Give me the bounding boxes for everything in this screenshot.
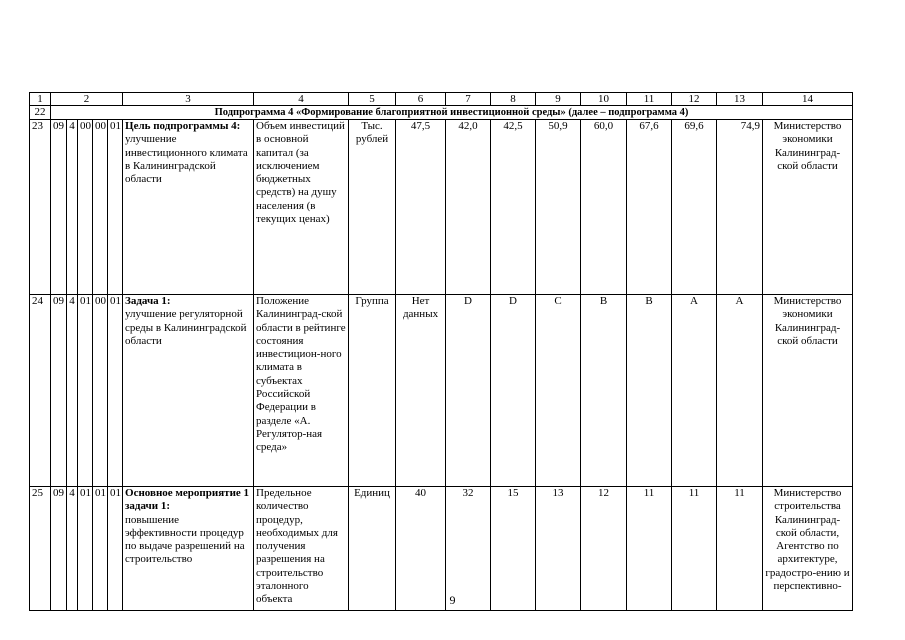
value-cell: 60,0 <box>581 120 627 295</box>
code-cell: 01 <box>108 120 123 295</box>
item-name-text: повышение эффективности процедур по выдаче разрешений на строительство <box>125 513 245 566</box>
code-cell: 09 <box>51 120 67 295</box>
code-cell: 09 <box>51 487 67 611</box>
item-name-cell <box>123 120 254 295</box>
value-cell: B <box>581 295 627 487</box>
code-cell: 01 <box>108 295 123 487</box>
value-cell: 32 <box>446 487 491 611</box>
item-name-cell <box>123 295 254 487</box>
code-cell: 4 <box>67 295 78 487</box>
value-cell: 50,9 <box>536 120 581 295</box>
code-cell: 01 <box>78 295 93 487</box>
code-cell: 01 <box>93 487 108 611</box>
code-cell: 01 <box>78 487 93 611</box>
header-cell: 13 <box>717 93 763 106</box>
table-row <box>30 295 853 487</box>
item-name-cell <box>123 487 254 611</box>
header-cell: 10 <box>581 93 627 106</box>
indicator-cell: Объем инвестиций в основной капитал (за исключением бюджетных средств) на душу населения (в текущих ценах) <box>254 120 349 295</box>
section-row-number: 22 <box>30 106 51 120</box>
indicators-table <box>29 92 853 611</box>
value-cell: 11 <box>672 487 717 611</box>
header-cell: 4 <box>254 93 349 106</box>
value-cell: C <box>536 295 581 487</box>
value-cell: 42,0 <box>446 120 491 295</box>
header-cell: 5 <box>349 93 396 106</box>
value-cell: D <box>491 295 536 487</box>
unit-cell: Группа <box>349 295 396 487</box>
header-cell: 1 <box>30 93 51 106</box>
unit-cell: Тыс. рублей <box>349 120 396 295</box>
value-cell: A <box>717 295 763 487</box>
header-cell: 6 <box>396 93 446 106</box>
header-cell: 9 <box>536 93 581 106</box>
code-cell: 00 <box>93 120 108 295</box>
header-cell: 14 <box>763 93 853 106</box>
item-name-text: улучшение инвестиционного климата в Калининградской области <box>125 133 248 186</box>
item-name-bold: Задача 1: <box>125 295 171 307</box>
value-cell: A <box>672 295 717 487</box>
value-cell: 11 <box>717 487 763 611</box>
header-cell: 3 <box>123 93 254 106</box>
value-cell: 42,5 <box>491 120 536 295</box>
row-number: 25 <box>30 487 51 611</box>
value-cell: 47,5 <box>396 120 446 295</box>
value-cell: D <box>446 295 491 487</box>
page-number: 9 <box>449 593 456 607</box>
code-cell: 00 <box>93 295 108 487</box>
header-cell: 12 <box>672 93 717 106</box>
responsible-cell: Министерство экономики Калининград-ской области <box>763 295 853 487</box>
header-row <box>30 93 853 106</box>
header-cell: 8 <box>491 93 536 106</box>
section-title: Подпрограмма 4 «Формирование благоприятной инвестиционной среды» (далее – подпрограмма 4) <box>51 106 853 120</box>
value-cell: 15 <box>491 487 536 611</box>
header-cell: 11 <box>627 93 672 106</box>
value-cell: 69,6 <box>672 120 717 295</box>
code-cell: 4 <box>67 487 78 611</box>
row-number: 24 <box>30 295 51 487</box>
indicator-cell: Предельное количество процедур, необходимых для получения разрешения на строительство эталонного объекта <box>254 487 349 611</box>
table-row <box>30 487 853 611</box>
section-row <box>30 106 853 120</box>
header-cell: 7 <box>446 93 491 106</box>
responsible-cell: Министерство строительства Калининград-ской области, Агентство по архитектуре, градостро-ению и перспективно- <box>763 487 853 611</box>
value-cell: 67,6 <box>627 120 672 295</box>
code-cell: 01 <box>108 487 123 611</box>
value-cell: 40 <box>396 487 446 611</box>
code-cell: 09 <box>51 295 67 487</box>
unit-cell: Единиц <box>349 487 396 611</box>
value-cell: 12 <box>581 487 627 611</box>
item-name-bold: Цель подпрограммы 4: <box>125 120 241 132</box>
header-cell: 2 <box>51 93 123 106</box>
value-cell: B <box>627 295 672 487</box>
value-cell: 11 <box>627 487 672 611</box>
value-cell: 74,9 <box>717 120 763 295</box>
row-number: 23 <box>30 120 51 295</box>
table-row <box>30 120 853 295</box>
responsible-cell: Министерство экономики Калининград-ской области <box>763 120 853 295</box>
code-cell: 4 <box>67 120 78 295</box>
item-name-text: улучшение регуляторной среды в Калининградской области <box>125 308 247 347</box>
item-name-bold: Основное мероприятие 1 задачи 1: <box>125 487 250 513</box>
code-cell: 00 <box>78 120 93 295</box>
value-cell: 13 <box>536 487 581 611</box>
value-cell: Нет данных <box>396 295 446 487</box>
indicator-cell: Положение Калининград-ской области в рейтинге состояния инвестицион-ного климата в субъектах Российской Федерации в разделе «А. Регулятор-ная среда» <box>254 295 349 487</box>
